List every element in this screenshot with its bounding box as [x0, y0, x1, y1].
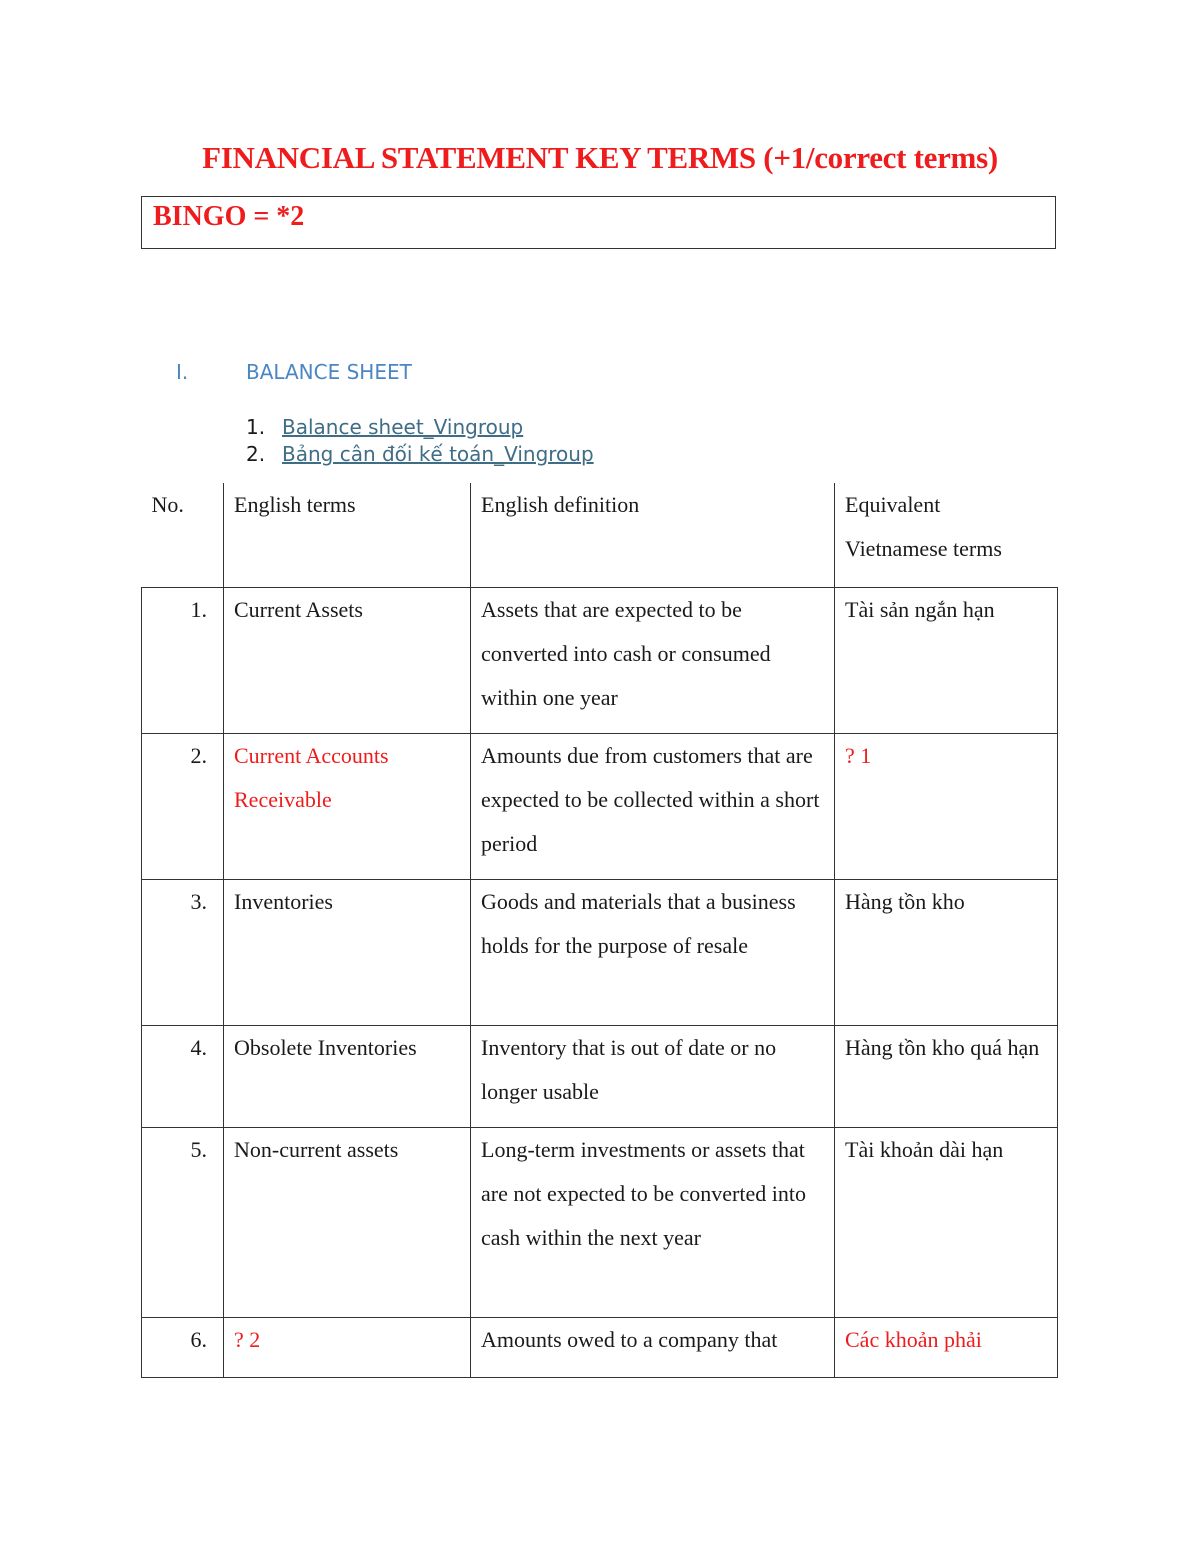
- bingo-box: [141, 196, 1056, 249]
- reference-links: [246, 414, 594, 468]
- vietnamese-term: Tài sản ngắn hạn: [835, 587, 1058, 733]
- row-number: 6.: [142, 1317, 224, 1377]
- english-term: Obsolete Inventories: [224, 1025, 471, 1127]
- section-heading: [176, 360, 412, 384]
- vietnamese-balance-sheet-link[interactable]: Bảng cân đối kế toán_Vingroup: [282, 442, 594, 466]
- table-row: [142, 879, 1058, 1025]
- row-number: 5.: [142, 1127, 224, 1317]
- header-english-terms: English terms: [224, 483, 471, 587]
- list-item: [246, 441, 594, 468]
- english-definition: Assets that are expected to be converted into cash or consumed within one year: [471, 587, 835, 733]
- table-header-row: [142, 483, 1058, 587]
- english-definition: Goods and materials that a business holds for the purpose of resale: [471, 879, 835, 1025]
- document-title: FINANCIAL STATEMENT KEY TERMS (+1/correct terms): [202, 140, 998, 175]
- vietnamese-term: Tài khoản dài hạn: [835, 1127, 1058, 1317]
- english-term: Non-current assets: [224, 1127, 471, 1317]
- balance-sheet-link[interactable]: Balance sheet_Vingroup: [282, 415, 524, 439]
- vietnamese-term: Hàng tồn kho quá hạn: [835, 1025, 1058, 1127]
- row-number: 4.: [142, 1025, 224, 1127]
- table-row: [142, 587, 1058, 733]
- bingo-rule: BINGO = *2: [153, 201, 305, 232]
- english-definition: Amounts due from customers that are expected to be collected within a short period: [471, 733, 835, 879]
- english-definition: Inventory that is out of date or no longer usable: [471, 1025, 835, 1127]
- row-number: 1.: [142, 587, 224, 733]
- english-term: Current Assets: [224, 587, 471, 733]
- table-row: [142, 1025, 1058, 1127]
- row-number: 3.: [142, 879, 224, 1025]
- link-index: 2.: [246, 442, 266, 466]
- english-term: Current Accounts Receivable: [224, 733, 471, 879]
- english-definition: Amounts owed to a company that: [471, 1317, 835, 1377]
- table-row: [142, 1317, 1058, 1377]
- header-english-definition: English definition: [471, 483, 835, 587]
- section-number: I.: [176, 360, 189, 384]
- table-row: [142, 1127, 1058, 1317]
- row-number: 2.: [142, 733, 224, 879]
- header-vietnamese-terms: Equivalent Vietnamese terms: [835, 483, 1058, 587]
- vietnamese-term: Các khoản phải: [835, 1317, 1058, 1377]
- english-term: ? 2: [224, 1317, 471, 1377]
- section-title: BALANCE SHEET: [246, 360, 412, 384]
- vietnamese-term: Hàng tồn kho: [835, 879, 1058, 1025]
- list-item: [246, 414, 594, 441]
- english-term: Inventories: [224, 879, 471, 1025]
- header-no: No.: [142, 483, 224, 587]
- vietnamese-term: ? 1: [835, 733, 1058, 879]
- table-row: [142, 733, 1058, 879]
- english-definition: Long-term investments or assets that are not expected to be converted into cash within the next year: [471, 1127, 835, 1317]
- terms-table: [141, 483, 1058, 1378]
- link-index: 1.: [246, 415, 266, 439]
